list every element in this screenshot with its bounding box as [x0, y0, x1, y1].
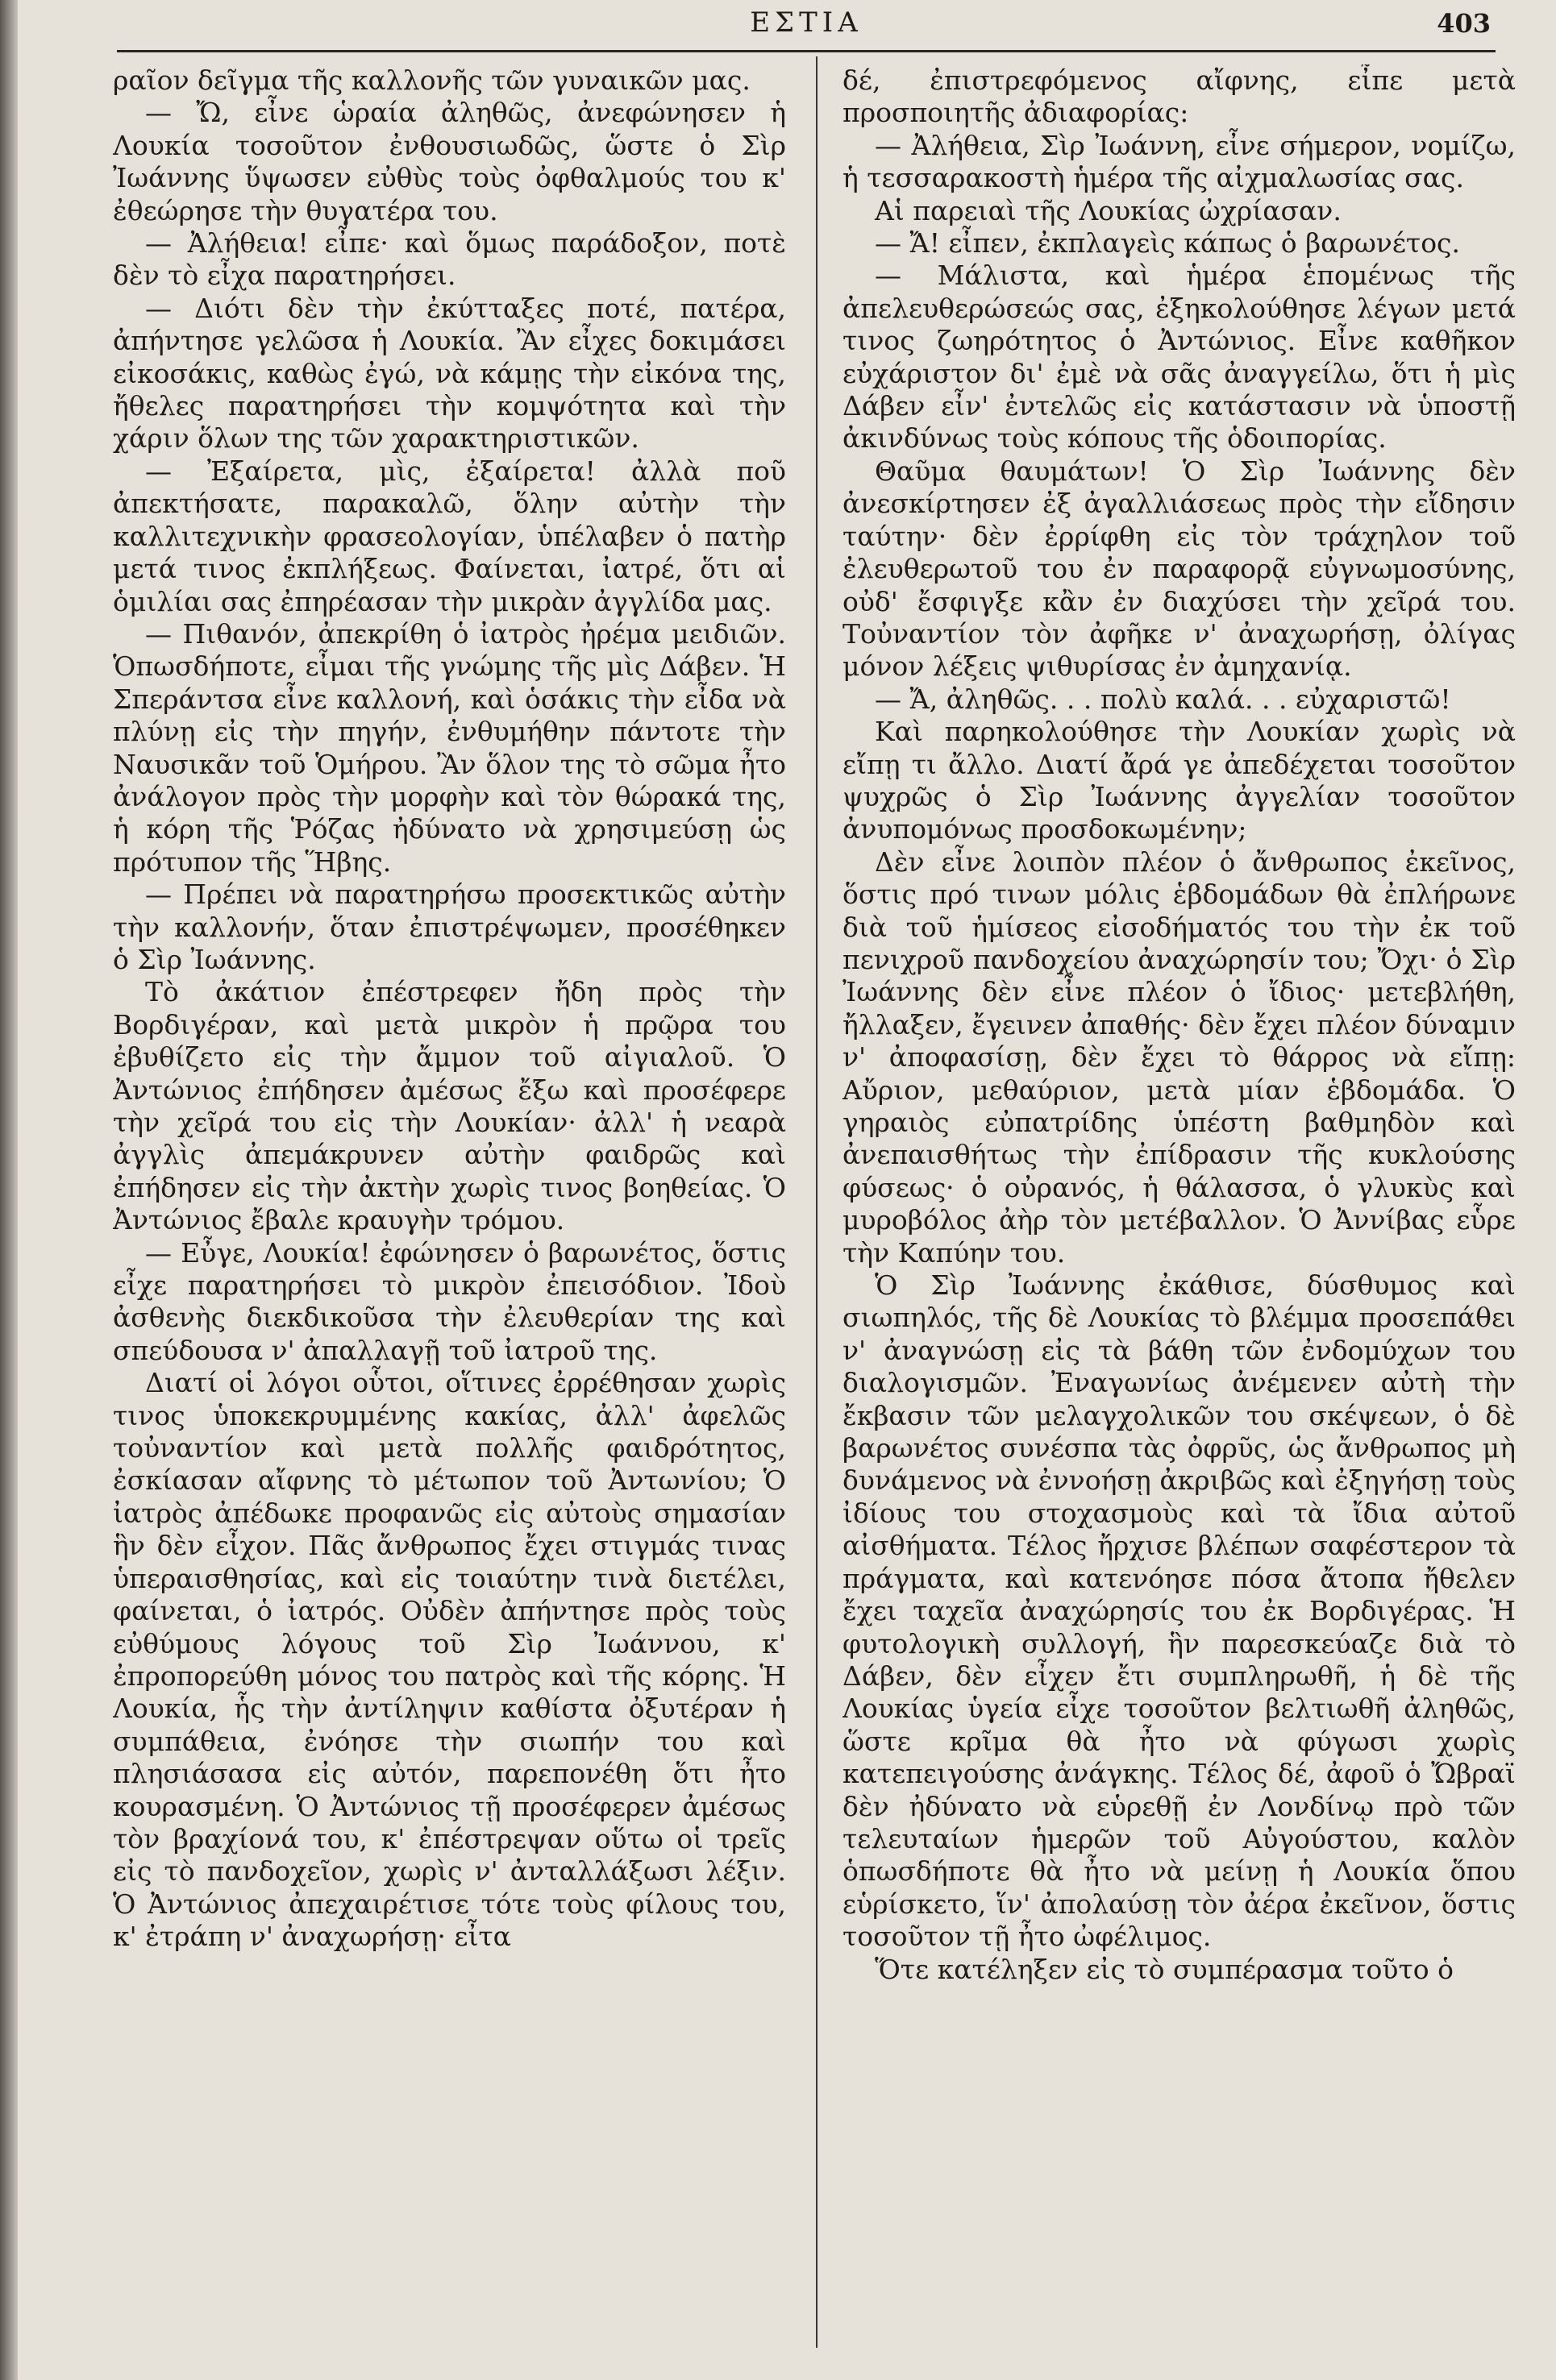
paragraph: Θαῦμα θαυμάτων! Ὁ Σὶρ Ἰωάννης δὲν ἀνεσκίρτησεν ἐξ ἀγαλλιάσεως πρὸς τὴν εἴδησιν ταύτην· δὲν ἐρρίφθη εἰς τὸν τράχηλον τοῦ ἐλευθερωτοῦ του ἐν παραφορᾷ εὐγνωμοσύνης, οὐδ' ἔσφιγξε κἂν ἐν διαχύσει τὴν χεῖρά του. Τοὐναντίον τὸν ἀφῆκε ν' ἀναχωρήσῃ, ὀλίγας μόνον λέξεις ψιθυρίσας ἐν ἀμηχανίᾳ.	[842, 455, 1516, 683]
paragraph: — Ἀλήθεια, Σὶρ Ἰωάννη, εἶνε σήμερον, νομίζω, ἡ τεσσαρακοστὴ ἡμέρα τῆς αἰχμαλωσίας σας.	[842, 129, 1516, 194]
paragraph: — Εὖγε, Λουκία! ἐφώνησεν ὁ βαρωνέτος, ὅστις εἶχε παρατηρήσει τὸ μικρὸν ἐπεισόδιον. Ἰδοὺ ἀσθενὴς διεκδικοῦσα τὴν ἐλευθερίαν της καὶ σπεύδουσα ν' ἀπαλλαγῇ τοῦ ἰατροῦ της.	[113, 1236, 786, 1366]
running-title: ΕΣΤΙΑ	[750, 6, 863, 39]
paragraph: — Πιθανόν, ἀπεκρίθη ὁ ἰατρὸς ἠρέμα μειδιῶν. Ὁπωσδήποτε, εἶμαι τῆς γνώμης τῆς μὶς Δάβεν. Ἡ Σπεράντσα εἶνε καλλονή, καὶ ὁσάκις τὴν εἶδα νὰ πλύνῃ εἰς τὴν πηγήν, ἐνθυμήθην πάντοτε τὴν Ναυσικᾶν τοῦ Ὁμήρου. Ἂν ὅλον της τὸ σῶμα ἦτο ἀνάλογον πρὸς τὴν μορφὴν καὶ τὸν θώρακά της, ἡ κόρη τῆς Ῥόζας ἠδύνατο νὰ χρησιμεύσῃ ὡς πρότυπον τῆς Ἥβης.	[113, 617, 786, 878]
paragraph: δέ, ἐπιστρεφόμενος αἴφνης, εἶπε μετὰ προσποιητῆς ἀδιαφορίας:	[842, 64, 1516, 129]
paragraph: Καὶ παρηκολούθησε τὴν Λουκίαν χωρὶς νὰ εἴπῃ τι ἄλλο. Διατί ἄρά γε ἀπεδέχεται τοσοῦτον ψυχρῶς ὁ Σὶρ Ἰωάννης ἀγγελίαν τοσοῦτον ἀνυπομόνως προσδοκωμένην;	[842, 716, 1516, 845]
paragraph: Δὲν εἶνε λοιπὸν πλέον ὁ ἄνθρωπος ἐκεῖνος, ὅστις πρό τινων μόλις ἑβδομάδων θὰ ἐπλήρωνε διὰ τοῦ ἡμίσεος εἰσοδήματός του τὴν ἐκ τοῦ πενιχροῦ πανδοχείου ἀναχώρησίν του; Ὄχι· ὁ Σὶρ Ἰωάννης δὲν εἶνε πλέον ὁ ἴδιος· μετεβλήθη, ἤλλαξεν, ἔγεινεν ἀπαθής· δὲν ἔχει πλέον δύναμιν ν' ἀποφασίσῃ, δὲν ἔχει τὸ θάρρος νὰ εἴπῃ: Αὔριον, μεθαύριον, μετὰ μίαν ἑβδομάδα. Ὁ γηραιὸς εὐπατρίδης ὑπέστη βαθμηδὸν καὶ ἀνεπαισθήτως τὴν ἐπίδρασιν τῆς κυκλούσης φύσεως· ὁ οὐρανός, ἡ θάλασσα, ὁ γλυκὺς καὶ μυροβόλος ἀὴρ τὸν μετέβαλλον. Ὁ Ἀννίβας εὗρε τὴν Καπύην του.	[842, 845, 1516, 1269]
paragraph: — Ὤ, εἶνε ὡραία ἀληθῶς, ἀνεφώνησεν ἡ Λουκία τοσοῦτον ἐνθουσιωδῶς, ὥστε ὁ Σὶρ Ἰωάννης ὕψωσεν εὐθὺς τοὺς ὀφθαλμούς του κ' ἐθεώρησε τὴν θυγατέρα του.	[113, 97, 786, 226]
paragraph: Διατί οἱ λόγοι οὗτοι, οἵτινες ἐρρέθησαν χωρὶς τινος ὑποκεκρυμμένης κακίας, ἀλλ' ἀφελῶς τοὐναντίον καὶ μετὰ πολλῆς φαιδρότητος, ἐσκίασαν αἴφνης τὸ μέτωπον τοῦ Ἀντωνίου; Ὁ ἰατρὸς ἀπέδωκε προφανῶς εἰς αὐτοὺς σημασίαν ἣν δὲν εἶχον. Πᾶς ἄνθρωπος ἔχει στιγμάς τινας ὑπεραισθησίας, καὶ εἰς τοιαύτην τινὰ διετέλει, φαίνεται, ὁ ἰατρός. Οὐδὲν ἀπήντησε πρὸς τοὺς εὐθύμους λόγους τοῦ Σὶρ Ἰωάννου, κ' ἐπροπορεύθη μόνος του πατρὸς καὶ τῆς κόρης. Ἡ Λουκία, ἧς τὴν ἀντίληψιν καθίστα ὀξυτέραν ἡ συμπάθεια, ἐνόησε τὴν σιωπήν του καὶ πλησιάσασα εἰς αὐτόν, παρεπονέθη ὅτι ἦτο κουρασμένη. Ὁ Ἀντώνιος τῇ προσέφερεν ἀμέσως τὸν βραχίονά του, κ' ἐπέστρεψαν οὕτω οἱ τρεῖς εἰς τὸ πανδοχεῖον, χωρὶς ν' ἀνταλλάξωσι λέξιν. Ὁ Ἀντώνιος ἀπεχαιρέτισε τότε τοὺς φίλους του, κ' ἐτράπη ν' ἀναχωρήσῃ· εἶτα	[113, 1367, 786, 1953]
paragraph: Ὅτε κατέληξεν εἰς τὸ συμπέρασμα τοῦτο ὁ	[875, 1953, 1454, 1985]
page-binding-edge	[0, 0, 18, 2380]
paragraph: — Μάλιστα, καὶ ἡμέρα ἑπομένως τῆς ἀπελευθερώσεώς σας, ἐξηκολούθησε λέγων μετά τινος ζωηρότητος ὁ Ἀντώνιος. Εἶνε καθῆκον εὐχάριστον δι' ἐμὲ νὰ σᾶς ἀναγγείλω, ὅτι ἡ μὶς Δάβεν εἶν' ἐντελῶς εἰς κατάστασιν νὰ ὑποστῇ ἀκινδύνως τοὺς κόπους τῆς ὁδοιπορίας.	[842, 260, 1516, 455]
paragraph: — Ἀλήθεια! εἶπε· καὶ ὅμως παράδοξον, ποτὲ δὲν τὸ εἶχα παρατηρήσει.	[113, 227, 786, 292]
paragraph: — Ἄ, ἀληθῶς. . . πολὺ καλά. . . εὐχαριστῶ!	[875, 683, 1451, 715]
page-header	[117, 6, 1496, 48]
paragraph: ραῖον δεῖγμα τῆς καλλονῆς τῶν γυναικῶν μας.	[113, 64, 751, 96]
paragraph: — Ἐξαίρετα, μὶς, ἐξαίρετα! ἀλλὰ ποῦ ἀπεκτήσατε, παρακαλῶ, ὅλην αὐτὴν τὴν καλλιτεχνικὴν φρασεολογίαν, ὑπέλαβεν ὁ πατὴρ μετά τινος ἐκπλήξεως. Φαίνεται, ἰατρέ, ὅτι αἱ ὁμιλίαι σας ἐπηρέασαν τὴν μικρὰν ἀγγλίδα μας.	[113, 455, 786, 617]
page-number: 403	[1437, 8, 1491, 39]
paragraph: Τὸ ἀκάτιον ἐπέστρεφεν ἤδη πρὸς τὴν Βορδιγέραν, καὶ μετὰ μικρὸν ἡ πρῷρα του ἐβυθίζετο εἰς τὴν ἄμμον τοῦ αἰγιαλοῦ. Ὁ Ἀντώνιος ἐπήδησεν ἀμέσως ἔξω καὶ προσέφερε τὴν χεῖρά του εἰς τὴν Λουκίαν· ἀλλ' ἡ νεαρὰ ἀγγλὶς ἀπεμάκρυνεν αὐτὴν φαιδρῶς καὶ ἐπήδησεν εἰς τὴν ἀκτὴν χωρὶς τινος βοηθείας. Ὁ Ἀντώνιος ἔβαλε κραυγὴν τρόμου.	[113, 976, 786, 1236]
paragraph: Αἱ παρειαὶ τῆς Λουκίας ὠχρίασαν.	[875, 194, 1342, 226]
left-column	[113, 64, 786, 2356]
paragraph: — Πρέπει νὰ παρατηρήσω προσεκτικῶς αὐτὴν τὴν καλλονήν, ὅταν ἐπιστρέψωμεν, προσέθηκεν ὁ Σὶρ Ἰωάννης.	[113, 878, 786, 975]
column-divider	[816, 56, 818, 2348]
paragraph: — Διότι δὲν τὴν ἐκύτταξες ποτέ, πατέρα, ἀπήντησε γελῶσα ἡ Λουκία. Ἂν εἶχες δοκιμάσει εἰκοσάκις, καθὼς ἐγώ, νὰ κάμῃς τὴν εἰκόνα της, ἤθελες παρατηρήσει τὴν κομψότητα καὶ τὴν χάριν ὅλων της τῶν χαρακτηριστικῶν.	[113, 292, 786, 455]
right-column	[842, 64, 1516, 2356]
paragraph: Ὁ Σὶρ Ἰωάννης ἐκάθισε, δύσθυμος καὶ σιωπηλός, τῆς δὲ Λουκίας τὸ βλέμμα προσεπάθει ν' ἀναγνώσῃ εἰς τὰ βάθη τῶν ἐνδομύχων του διαλογισμῶν. Ἐναγωνίως ἀνέμενεν αὐτὴ τὴν ἔκβασιν τῶν μελαγχολικῶν του σκέψεων, ὁ δὲ βαρωνέτος συνέσπα τὰς ὀφρῦς, ὡς ἄνθρωπος μὴ δυνάμενος νὰ ἐννοήσῃ ἀκριβῶς καὶ ἐξηγήσῃ τοὺς ἰδίους του στοχασμοὺς καὶ τὰ ἴδια αὐτοῦ αἰσθήματα. Τέλος ἤρχισε βλέπων σαφέστερον τὰ πράγματα, καὶ κατενόησε πόσα ἄτοπα ἤθελεν ἔχει ταχεῖα ἀναχώρησίς του ἐκ Βορδιγέρας. Ἡ φυτολογικὴ συλλογή, ἣν παρεσκεύαζε διὰ τὸ Δάβεν, δὲν εἶχεν ἔτι συμπληρωθῆ, ἡ δὲ τῆς Λουκίας ὑγεία εἶχε τοσοῦτον βελτιωθῆ ἀληθῶς, ὥστε κρῖμα θὰ ἦτο νὰ φύγωσι χωρὶς κατεπειγούσης ἀνάγκης. Τέλος δέ, ἀφοῦ ὁ Ὤβραϊ δὲν ἠδύνατο νὰ εὑρεθῇ ἐν Λονδίνῳ πρὸ τῶν τελευταίων ἡμερῶν τοῦ Αὐγούστου, καλὸν ὁπωσδήποτε θὰ ἦτο νὰ μείνῃ ἡ Λουκία ὅπου εὑρίσκετο, ἵν' ἀπολαύσῃ τὸν ἀέρα ἐκεῖνον, ὅστις τοσοῦτον τῇ ἦτο ὠφέλιμος.	[842, 1269, 1516, 1953]
paragraph: — Ἄ! εἶπεν, ἐκπλαγεὶς κάπως ὁ βαρωνέτος.	[875, 227, 1461, 260]
header-rule	[117, 50, 1496, 52]
